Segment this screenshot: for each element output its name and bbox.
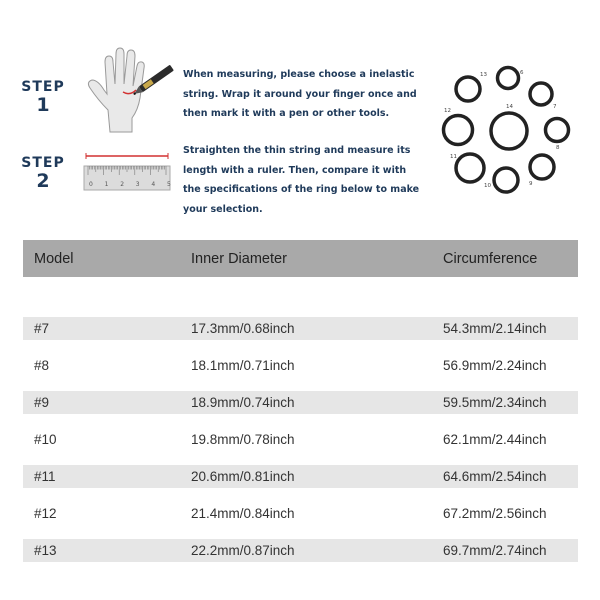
ring-label: 11 bbox=[450, 154, 457, 160]
step-1-label bbox=[18, 80, 68, 115]
table-row bbox=[23, 502, 578, 525]
hand-with-pen-icon bbox=[80, 40, 180, 135]
cell-circumference: 56.9mm/2.24inch bbox=[443, 358, 547, 373]
cell-circumference: 59.5mm/2.34inch bbox=[443, 395, 547, 410]
cell-inner-diameter: 18.9mm/0.74inch bbox=[191, 395, 295, 410]
header-circumference: Circumference bbox=[443, 250, 538, 267]
table-row bbox=[23, 391, 578, 414]
step-1-line: then mark it with a pen or other tools. bbox=[183, 108, 390, 119]
cell-inner-diameter: 19.8mm/0.78inch bbox=[191, 432, 295, 447]
header-model: Model bbox=[34, 250, 74, 267]
ring-label: 8 bbox=[556, 145, 560, 151]
step-1-word: STEP bbox=[21, 79, 65, 95]
step-2-line: the specifications of the ring below to make bbox=[183, 184, 420, 195]
cell-inner-diameter: 18.1mm/0.71inch bbox=[191, 358, 295, 373]
cell-circumference: 67.2mm/2.56inch bbox=[443, 506, 547, 521]
ruler-number: 5 bbox=[167, 181, 171, 188]
cell-circumference: 64.6mm/2.54inch bbox=[443, 469, 547, 484]
ruler-number: 0 bbox=[89, 181, 93, 188]
step-2-label bbox=[18, 156, 68, 191]
cell-circumference: 62.1mm/2.44inch bbox=[443, 432, 547, 447]
ring-9 bbox=[530, 155, 554, 179]
table-header bbox=[23, 240, 578, 277]
cell-model: #12 bbox=[34, 506, 57, 521]
cell-model: #7 bbox=[34, 321, 50, 336]
size-table bbox=[23, 240, 578, 562]
step-2-line: Straighten the thin string and measure its bbox=[183, 145, 411, 156]
ruler-number: 2 bbox=[120, 181, 125, 188]
table-row bbox=[23, 539, 578, 562]
step-2-line: your selection. bbox=[183, 203, 263, 215]
ring-label: 9 bbox=[529, 181, 533, 187]
ring-14 bbox=[491, 113, 527, 149]
ring-13 bbox=[456, 77, 480, 101]
step-1-line: string. Wrap it around your finger once and bbox=[183, 88, 417, 100]
cell-model: #8 bbox=[34, 358, 50, 373]
ring-label: 10 bbox=[484, 183, 491, 189]
ring-label: 14 bbox=[506, 104, 513, 110]
cell-circumference: 69.7mm/2.74inch bbox=[443, 543, 547, 558]
ring-label: 7 bbox=[553, 104, 557, 110]
ruler-number: 1 bbox=[104, 181, 109, 188]
step-1-line: When measuring, please choose a inelastic bbox=[183, 69, 415, 80]
cell-model: #10 bbox=[34, 432, 57, 447]
ring-10 bbox=[494, 168, 518, 192]
step-2-number: 2 bbox=[36, 170, 50, 192]
ring-8 bbox=[546, 119, 569, 142]
step-1-number: 1 bbox=[36, 94, 50, 116]
cell-model: #9 bbox=[34, 395, 50, 410]
step-2-line: length with a ruler. Then, compare it with bbox=[183, 164, 407, 176]
ring-7 bbox=[530, 83, 552, 105]
ruler-icon bbox=[82, 150, 172, 192]
ruler-number: 4 bbox=[151, 181, 156, 188]
table-row bbox=[23, 317, 578, 340]
ring-sizes-diagram bbox=[428, 64, 578, 194]
ring-6 bbox=[498, 68, 519, 89]
ring-label: 13 bbox=[480, 72, 487, 78]
header-inner-diameter: Inner Diameter bbox=[191, 250, 287, 267]
table-row bbox=[23, 354, 578, 377]
ring-label: 12 bbox=[444, 108, 451, 114]
table-body bbox=[23, 317, 578, 562]
ring-label: 6 bbox=[520, 70, 524, 76]
cell-inner-diameter: 20.6mm/0.81inch bbox=[191, 469, 295, 484]
cell-inner-diameter: 17.3mm/0.68inch bbox=[191, 321, 295, 336]
cell-inner-diameter: 21.4mm/0.84inch bbox=[191, 506, 295, 521]
cell-circumference: 54.3mm/2.14inch bbox=[443, 321, 547, 336]
ruler-number: 3 bbox=[135, 181, 140, 188]
cell-model: #11 bbox=[34, 469, 56, 484]
step-2-word: STEP bbox=[21, 155, 65, 171]
ring-12 bbox=[444, 116, 473, 145]
step-1-instructions bbox=[183, 65, 443, 124]
step-2-instructions bbox=[183, 141, 443, 219]
ring-11 bbox=[456, 154, 484, 182]
cell-model: #13 bbox=[34, 543, 57, 558]
table-row bbox=[23, 465, 578, 488]
cell-inner-diameter: 22.2mm/0.87inch bbox=[191, 543, 295, 558]
table-row bbox=[23, 428, 578, 451]
